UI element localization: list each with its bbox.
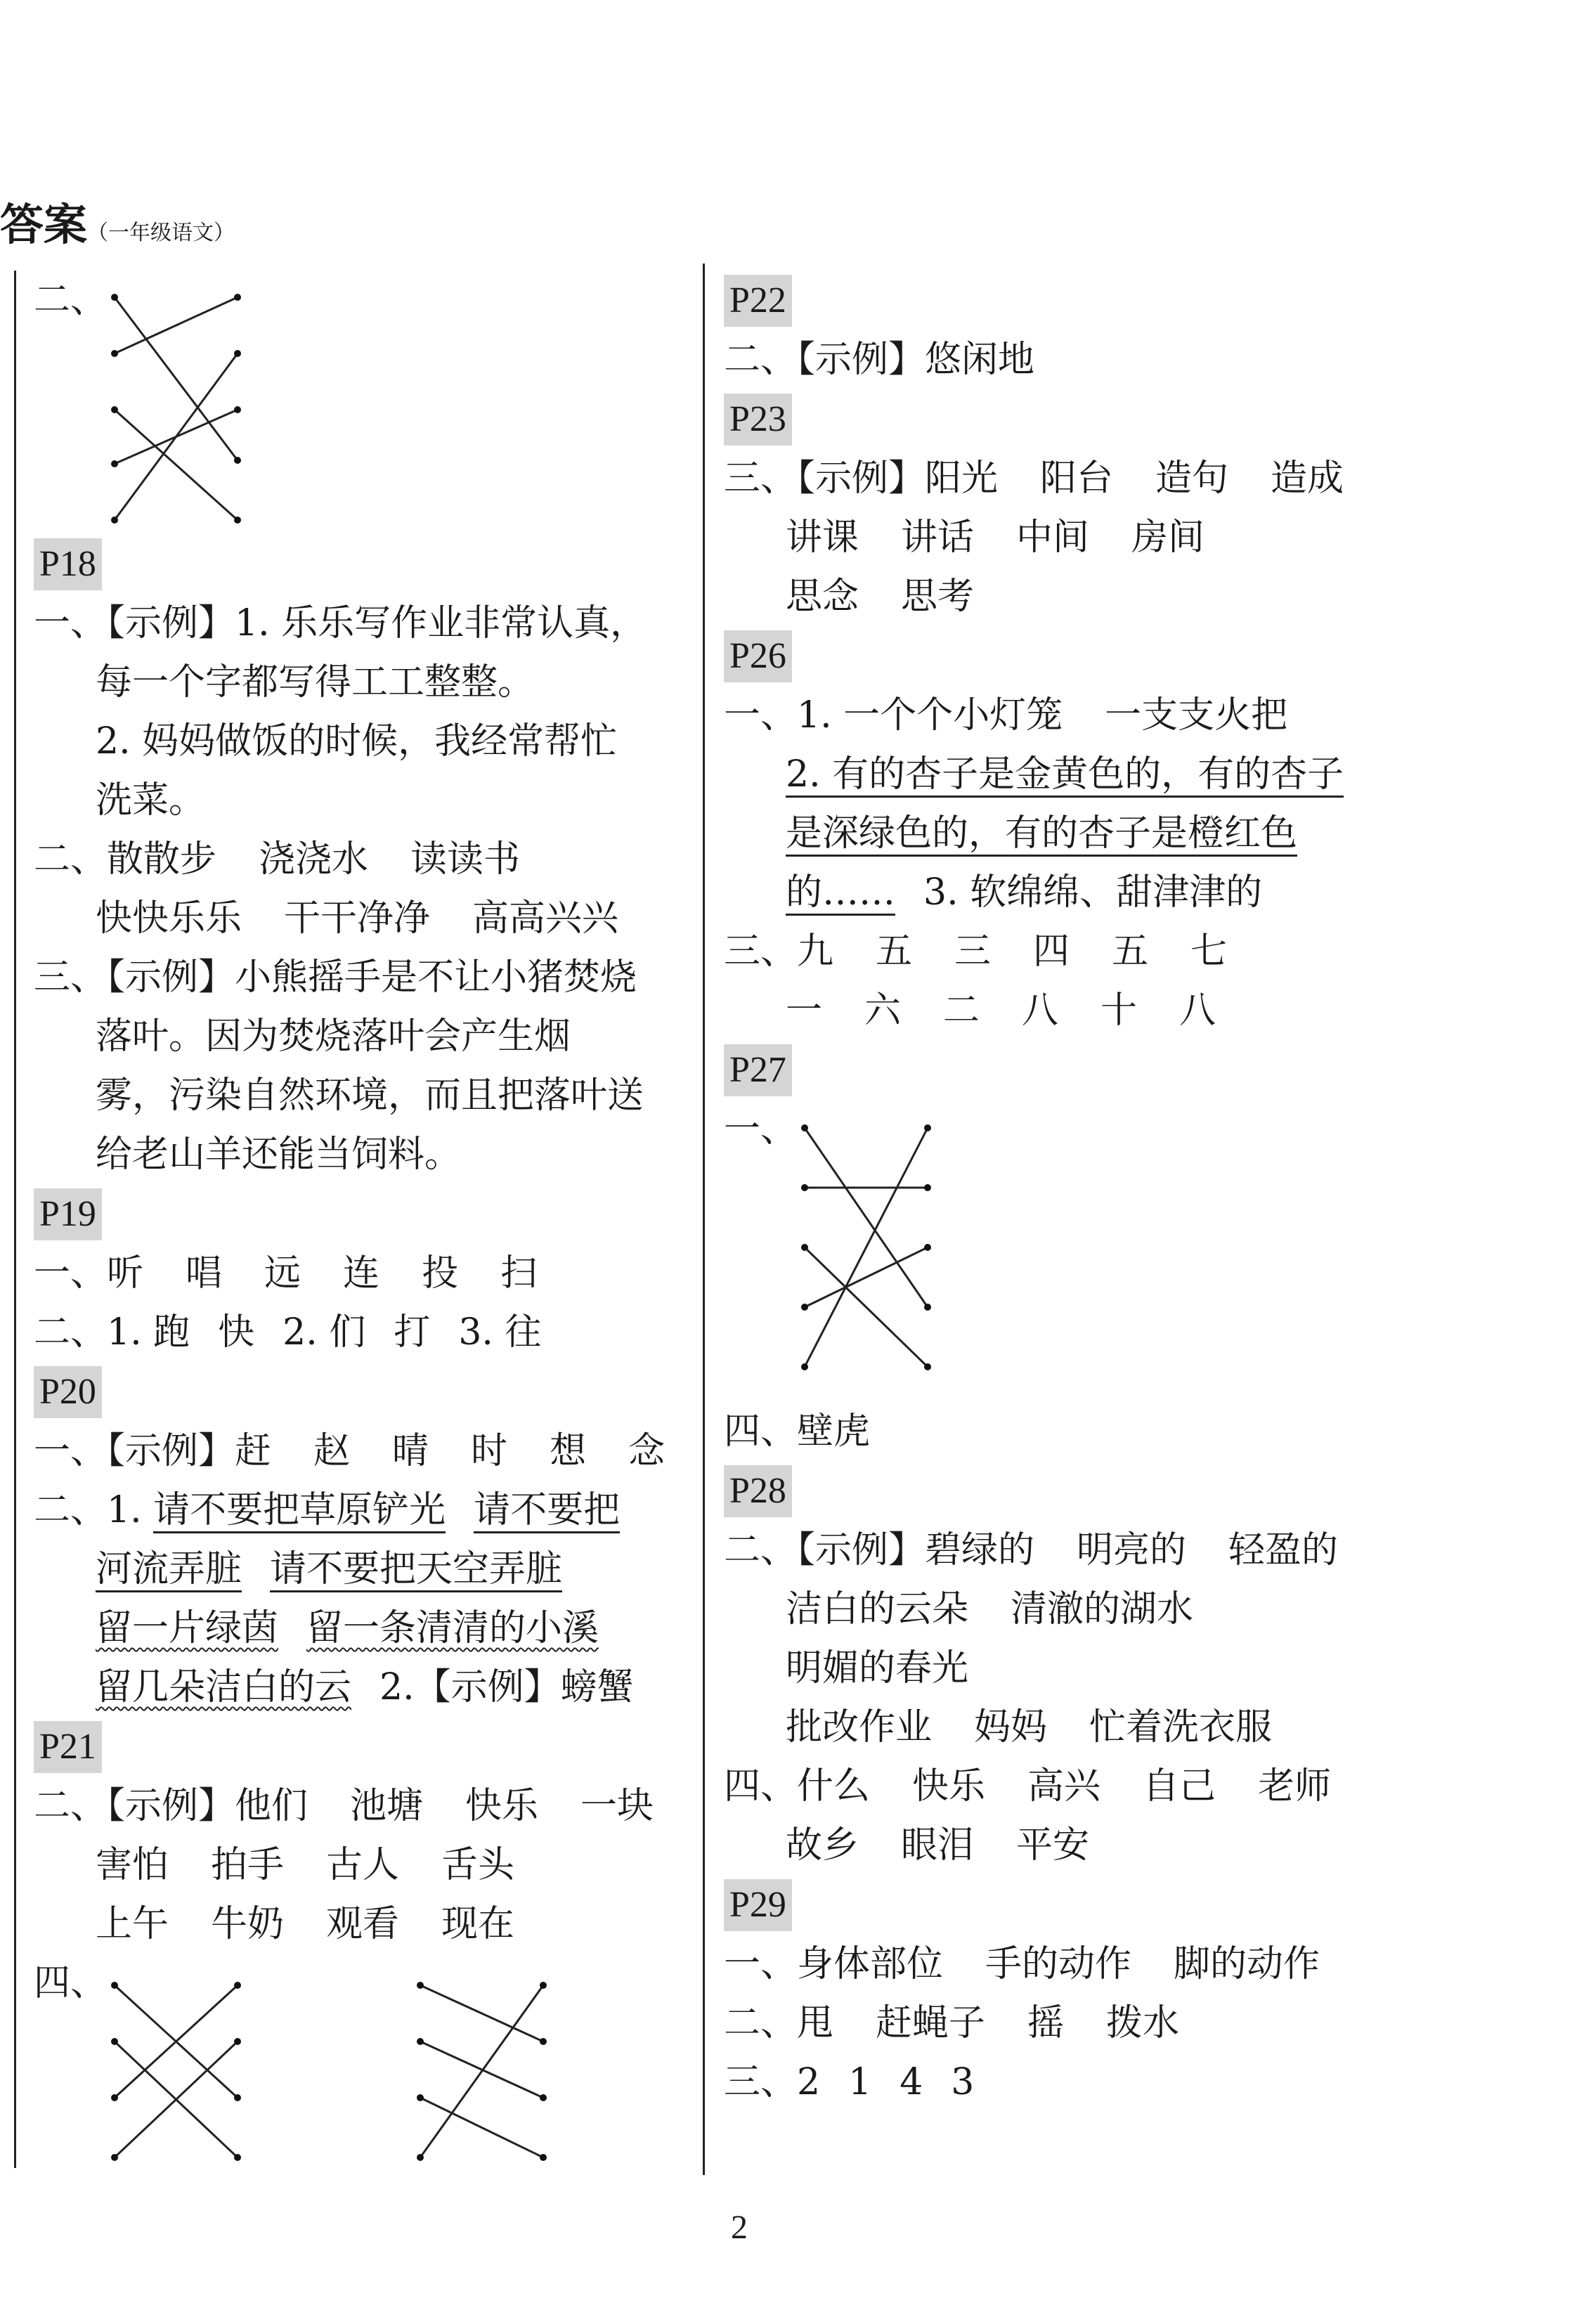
text-line bbox=[724, 863, 1567, 922]
word: 洁白的云朵 bbox=[786, 1588, 969, 1630]
word: 远 bbox=[264, 1252, 301, 1294]
word: 一 bbox=[786, 989, 823, 1032]
text-line bbox=[724, 1935, 1567, 1994]
word: 手的动作 bbox=[985, 1943, 1132, 1985]
word: 房间 bbox=[1131, 517, 1205, 559]
text-line bbox=[724, 1521, 1567, 1580]
text-line bbox=[724, 922, 1567, 981]
word: 古人 bbox=[326, 1844, 400, 1886]
word: 三、九 bbox=[724, 930, 834, 973]
section-tag-p18: P18 bbox=[34, 538, 102, 590]
word: 一、1. 一个个小灯笼 bbox=[724, 694, 1063, 736]
word: 造句 bbox=[1155, 457, 1229, 500]
section-tag-p20: P20 bbox=[34, 1366, 102, 1418]
text-line bbox=[34, 1540, 687, 1599]
word: 二、【示例】碧绿的 bbox=[724, 1529, 1035, 1571]
text-line bbox=[724, 745, 1567, 804]
text-line: 雾，污染自然环境，而且把落叶送 bbox=[96, 1075, 644, 1117]
word: 讲课 bbox=[786, 517, 859, 559]
word: 打 bbox=[394, 1311, 431, 1353]
section-tag-p22: P22 bbox=[724, 275, 792, 327]
text-line bbox=[724, 1580, 1567, 1639]
word: 自己 bbox=[1143, 1765, 1216, 1807]
diagram-label: 四、 bbox=[34, 1962, 108, 2004]
word: 一、听 bbox=[34, 1252, 144, 1294]
text-line: 四、壁虎 bbox=[724, 1410, 871, 1453]
word: 二、1. bbox=[34, 1489, 154, 1531]
word: 一块 bbox=[580, 1785, 654, 1827]
section-tag-p21: P21 bbox=[34, 1721, 102, 1773]
word: 五 bbox=[876, 930, 913, 973]
word: 讲话 bbox=[901, 517, 975, 559]
matching-diagram-top bbox=[34, 271, 687, 534]
word: 二、甩 bbox=[724, 2002, 834, 2044]
underlined-phrase: 请不要把草原铲光 bbox=[153, 1489, 446, 1533]
underlined-phrase: 2. 有的杏子是金黄色的，有的杏子 bbox=[786, 753, 1344, 798]
word: 一、【示例】赶 bbox=[34, 1430, 272, 1472]
text-line bbox=[34, 1303, 687, 1362]
word: 脚的动作 bbox=[1174, 1943, 1320, 1985]
word: 思念 bbox=[786, 576, 859, 618]
word: 2. 们 bbox=[283, 1311, 366, 1353]
word: 现在 bbox=[441, 1903, 515, 1945]
word: 一支支火把 bbox=[1105, 694, 1288, 736]
word: 快乐 bbox=[912, 1765, 986, 1807]
word: 一、身体部位 bbox=[724, 1943, 944, 1985]
word: 快乐 bbox=[465, 1785, 539, 1827]
word: 干干净净 bbox=[284, 897, 431, 940]
section-tag-p23: P23 bbox=[724, 394, 792, 446]
text-line: 明媚的春光 bbox=[786, 1647, 969, 1689]
text-line bbox=[724, 686, 1567, 745]
word: 拍手 bbox=[211, 1844, 285, 1886]
word: 摇 bbox=[1027, 2002, 1065, 2044]
text-line bbox=[724, 508, 1567, 567]
word: 想 bbox=[550, 1430, 587, 1472]
underlined-phrase: 请不要把天空弄脏 bbox=[270, 1548, 562, 1592]
word: 牛奶 bbox=[211, 1903, 285, 1945]
diagram-label: 一、 bbox=[724, 1108, 798, 1150]
word: 观看 bbox=[326, 1903, 400, 1945]
word: 上午 bbox=[96, 1903, 169, 1945]
word: 清澈的湖水 bbox=[1011, 1588, 1194, 1630]
word: 池塘 bbox=[350, 1785, 424, 1827]
text-line: 三、【示例】小熊摇手是不让小猪焚烧 bbox=[34, 956, 637, 999]
right-column bbox=[724, 271, 1567, 2112]
text-line bbox=[34, 889, 687, 948]
underlined-phrase: 的…… bbox=[786, 871, 895, 916]
text-line bbox=[34, 830, 687, 889]
text-line bbox=[34, 1895, 687, 1954]
word: 二、散散步 bbox=[34, 838, 217, 881]
word: 妈妈 bbox=[974, 1706, 1048, 1748]
word: 五 bbox=[1112, 930, 1149, 973]
matching-lines bbox=[724, 1100, 1005, 1402]
text-line bbox=[724, 1816, 1567, 1875]
word: 阳台 bbox=[1040, 457, 1114, 500]
text-line bbox=[724, 2053, 1567, 2112]
text-line bbox=[724, 449, 1567, 508]
word: 1 bbox=[848, 2061, 872, 2103]
word: 念 bbox=[628, 1430, 665, 1472]
word: 舌头 bbox=[441, 1844, 515, 1886]
text-line bbox=[724, 981, 1567, 1040]
word: 高高兴兴 bbox=[472, 897, 619, 940]
column-divider bbox=[703, 264, 705, 2175]
page-header bbox=[0, 190, 235, 252]
section-tag-p27: P27 bbox=[724, 1044, 792, 1096]
word: 快 bbox=[218, 1311, 255, 1353]
word: 快快乐乐 bbox=[96, 897, 242, 940]
left-column bbox=[34, 271, 687, 2172]
text-line bbox=[724, 1698, 1567, 1757]
word: 老师 bbox=[1258, 1765, 1332, 1807]
text-line bbox=[34, 1658, 687, 1717]
matching-lines bbox=[34, 271, 315, 534]
word: 2.【示例】螃蟹 bbox=[379, 1666, 634, 1708]
word: 3 bbox=[951, 2061, 975, 2103]
word: 高兴 bbox=[1027, 1765, 1101, 1807]
word: 批改作业 bbox=[786, 1706, 933, 1748]
page-number: 2 bbox=[731, 2209, 748, 2246]
word: 二、1. 跑 bbox=[34, 1311, 190, 1353]
word: 投 bbox=[422, 1252, 459, 1294]
word: 八 bbox=[1179, 989, 1216, 1032]
word: 连 bbox=[343, 1252, 380, 1294]
word: 三、2 bbox=[724, 2061, 821, 2103]
word: 4 bbox=[900, 2061, 923, 2103]
word: 造成 bbox=[1271, 457, 1344, 500]
word: 四 bbox=[1033, 930, 1070, 973]
word: 三、【示例】阳光 bbox=[724, 457, 999, 500]
wavy-phrase: 留一片绿茵 bbox=[96, 1607, 279, 1649]
word: 扫 bbox=[500, 1252, 538, 1294]
word: 赵 bbox=[313, 1430, 351, 1472]
text-line: 2. 妈妈做饭的时候，我经常帮忙 bbox=[96, 720, 618, 762]
word: 晴 bbox=[392, 1430, 429, 1472]
word: 三 bbox=[954, 930, 992, 973]
text-line bbox=[724, 1994, 1567, 2053]
word: 二 bbox=[943, 989, 980, 1032]
text-line: 每一个字都写得工工整整。 bbox=[96, 661, 535, 703]
word: 八 bbox=[1022, 989, 1059, 1032]
wavy-phrase: 留几朵洁白的云 bbox=[96, 1666, 352, 1708]
text-line bbox=[724, 567, 1567, 626]
word: 3. 往 bbox=[458, 1311, 542, 1353]
matching-diagram-p27 bbox=[724, 1100, 1567, 1402]
text-line: 落叶。因为焚烧落叶会产生烟 bbox=[96, 1015, 571, 1058]
word: 十 bbox=[1100, 989, 1138, 1032]
word: 中间 bbox=[1016, 517, 1090, 559]
word: 3. 软绵绵、甜津津的 bbox=[923, 871, 1263, 914]
text-line: 二、【示例】悠闲地 bbox=[724, 339, 1035, 381]
underlined-phrase: 是深绿色的，有的杏子是橙红色 bbox=[786, 812, 1297, 857]
word: 平安 bbox=[1016, 1824, 1090, 1867]
word: 眼泪 bbox=[901, 1824, 975, 1867]
wavy-phrase: 留一条清清的小溪 bbox=[306, 1607, 599, 1649]
section-tag-p26: P26 bbox=[724, 630, 792, 682]
text-line bbox=[34, 1244, 687, 1303]
section-tag-p29: P29 bbox=[724, 1879, 792, 1931]
word: 四、什么 bbox=[724, 1765, 871, 1807]
text-line bbox=[34, 1599, 687, 1658]
word: 故乡 bbox=[786, 1824, 859, 1867]
word: 赶蝇子 bbox=[876, 2002, 986, 2044]
header-subtitle: （一年级语文） bbox=[87, 221, 235, 245]
underlined-phrase: 河流弄脏 bbox=[96, 1548, 242, 1592]
word: 浇浇水 bbox=[259, 838, 369, 881]
header-title: 答案 bbox=[0, 199, 88, 250]
word: 二、【示例】他们 bbox=[34, 1785, 309, 1827]
matching-lines bbox=[34, 1954, 596, 2172]
text-line: 给老山羊还能当饲料。 bbox=[96, 1134, 462, 1176]
text-line: 洗菜。 bbox=[96, 779, 206, 822]
word: 思考 bbox=[901, 576, 975, 618]
word: 害怕 bbox=[96, 1844, 169, 1886]
text-line bbox=[34, 1836, 687, 1895]
section-tag-p19: P19 bbox=[34, 1188, 102, 1240]
word: 七 bbox=[1190, 930, 1228, 973]
matching-diagram-p21 bbox=[34, 1954, 687, 2172]
text-line bbox=[34, 1777, 687, 1836]
text-line bbox=[724, 1757, 1567, 1816]
section-tag-p28: P28 bbox=[724, 1465, 792, 1517]
text-line bbox=[34, 1481, 687, 1540]
word: 轻盈的 bbox=[1228, 1529, 1339, 1571]
word: 唱 bbox=[186, 1252, 223, 1294]
text-line: 一、【示例】1. 乐乐写作业非常认真， bbox=[34, 602, 647, 644]
word: 忙着洗衣服 bbox=[1089, 1706, 1273, 1748]
diagram-label: 二、 bbox=[34, 279, 108, 321]
text-line bbox=[34, 1422, 687, 1481]
underlined-phrase: 请不要把 bbox=[474, 1489, 620, 1533]
word: 时 bbox=[471, 1430, 508, 1472]
word: 六 bbox=[864, 989, 902, 1032]
word: 拨水 bbox=[1106, 2002, 1180, 2044]
text-line bbox=[724, 804, 1567, 863]
left-margin-rule bbox=[14, 271, 16, 2168]
word: 明亮的 bbox=[1077, 1529, 1187, 1571]
word: 读读书 bbox=[410, 838, 521, 881]
